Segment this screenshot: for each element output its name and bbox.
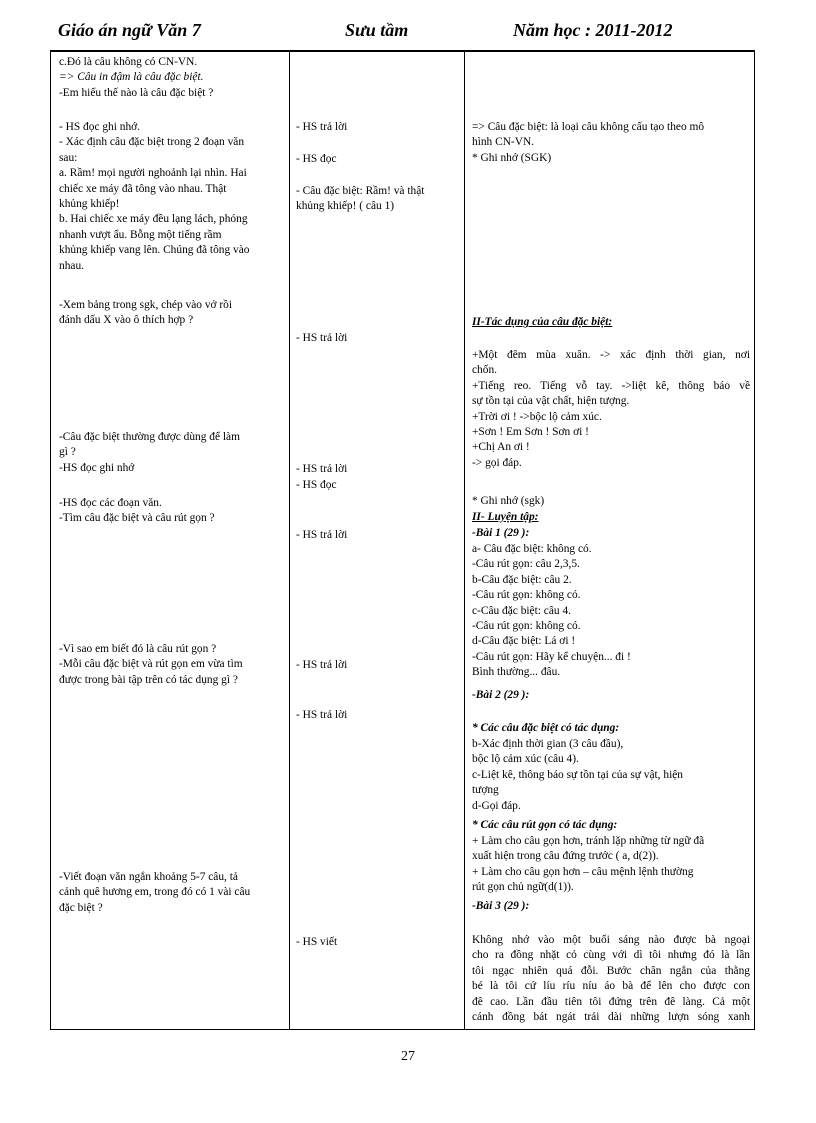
exercise-heading: -Bài 3 (29 ): [472, 900, 530, 912]
column-divider [289, 52, 290, 1029]
col2-item: - HS trả lời [296, 529, 348, 541]
subheading: * Các câu rút gọn có tác dụng: [472, 819, 618, 831]
col1-block: -Câu đặc biệt thường được dùng để làm gì ? -HS đọc ghi nhớ [59, 431, 240, 474]
col3-block: +Một đêm mùa xuân. -> xác định thời gian, nơi chốn. +Tiếng reo. Tiếng vỗ tay. ->liệt kê, thông báo về sự tồn tại của vật chất, hiện tượng. +Trời ơi ! ->bộc lộ cảm xúc. +Sơn ! Em Sơn ! Sơn ơi ! +Chị An ơi ! -> gọi đáp. [472, 349, 750, 469]
exercise-heading: -Bài 2 (29 ): [472, 689, 530, 701]
exercise-heading: -Bài 1 (29 ): [472, 527, 530, 539]
col3-note: * Ghi nhớ (sgk) [472, 495, 545, 507]
subheading: * Các câu đặc biệt có tác dụng: [472, 722, 620, 734]
col3-block: => Câu đặc biệt: là loại câu không cấu tạo theo mô hình CN-VN. * Ghi nhớ (SGK) [472, 121, 705, 164]
col2-item: - HS trả lời [296, 121, 348, 133]
header-subject: Giáo án ngữ Văn 7 [58, 20, 201, 40]
col2-item: - HS viết [296, 936, 338, 948]
col3-block: + Làm cho câu gọn hơn, tránh lặp những từ ngữ đã xuất hiện trong câu đứng trước ( a, d(2)). + Làm cho câu gọn hơn – câu mệnh lệnh thường rút gọn chủ ngữ(d(1)). [472, 835, 705, 894]
page-header [55, 20, 760, 44]
col2-item: - Câu đặc biệt: Rầm! và thật khủng khiếp! ( câu 1) [296, 185, 425, 213]
col2-item: - HS trả lời [296, 332, 348, 344]
col2-item: - HS trả lời [296, 709, 348, 721]
section-heading: II- Luyện tập: [472, 511, 539, 523]
col2-item: - HS trả lời [296, 463, 348, 475]
section-heading: II-Tác dụng của câu đặc biệt: [472, 316, 613, 328]
lesson-table [50, 50, 755, 1030]
col3-block: b-Xác định thời gian (3 câu đầu), bộc lộ cảm xúc (câu 4). c-Liệt kê, thông báo sự tồn tại của sự vật, hiện tượng d-Gọi đáp. [472, 738, 683, 812]
col3-block: a- Câu đặc biệt: không có. -Câu rút gọn: câu 2,3,5. b-Câu đặc biệt: câu 2. -Câu rút gọn: không có. c-Câu đặc biệt: câu 4. -Câu rút gọn: không có. d-Câu đặc biệt: Lá ơi ! -Câu rút gọn: Hãy kể chuyện... đi ! Bình thường... đâu. [472, 543, 631, 679]
header-source: Sưu tầm [345, 20, 409, 40]
col1-block: -Viết đoạn văn ngắn khoảng 5-7 câu, tả cảnh quê hương em, trong đó có 1 vài câu đặc biệt ? [59, 871, 251, 914]
col2-item: - HS trả lời [296, 659, 348, 671]
col2-item: - HS đọc [296, 153, 337, 165]
col1-block: - HS đọc ghi nhớ. - Xác định câu đặc biệt trong 2 đoạn văn sau: a. Rầm! mọi người nghoảnh lại nhìn. Hai chiếc xe máy đã tông vào nhau. Thật khủng khiếp! b. Hai chiếc xe máy đều lạng lách, phóng nhanh vượt ẩu. Bỗng một tiếng rầm khủng khiếp vang lên. Chúng đã tông vào nhau. [59, 121, 250, 272]
col3-paragraph: Không nhớ vào một buổi sáng nào được bà ngoại cho ra đồng nhặt cỏ cùng với dì tôi nhưng đó là lần tôi ngạc nhiên quá đỗi. Bước chân ngắn của thằng bé là tôi cứ líu ríu níu áo bà để lên cho được con đê cao. Lần đầu tiên tôi đứng trên đê làng. Cả một cánh đồng bát ngát trải dài những lượn sóng xanh [472, 934, 750, 1024]
page-number: 27 [401, 1049, 415, 1064]
header-school-year: Năm học : 2011-2012 [513, 20, 673, 40]
col1-block: -Vì sao em biết đó là câu rút gọn ? -Mỗi câu đặc biệt và rút gọn em vừa tìm được trong bài tập trên có tác dụng gì ? [59, 643, 243, 686]
col1-block: c.Đó là câu không có CN-VN. => Câu in đậm là câu đặc biệt. -Em hiểu thế nào là câu đặc biệt ? [59, 56, 214, 99]
col2-item: - HS đọc [296, 479, 337, 491]
column-divider [464, 52, 465, 1029]
col1-block: -Xem bảng trong sgk, chép vào vở rồi đánh dấu X vào ô thích hợp ? [59, 299, 233, 327]
col1-block: -HS đọc các đoạn văn. -Tìm câu đặc biệt và câu rút gọn ? [59, 497, 215, 525]
